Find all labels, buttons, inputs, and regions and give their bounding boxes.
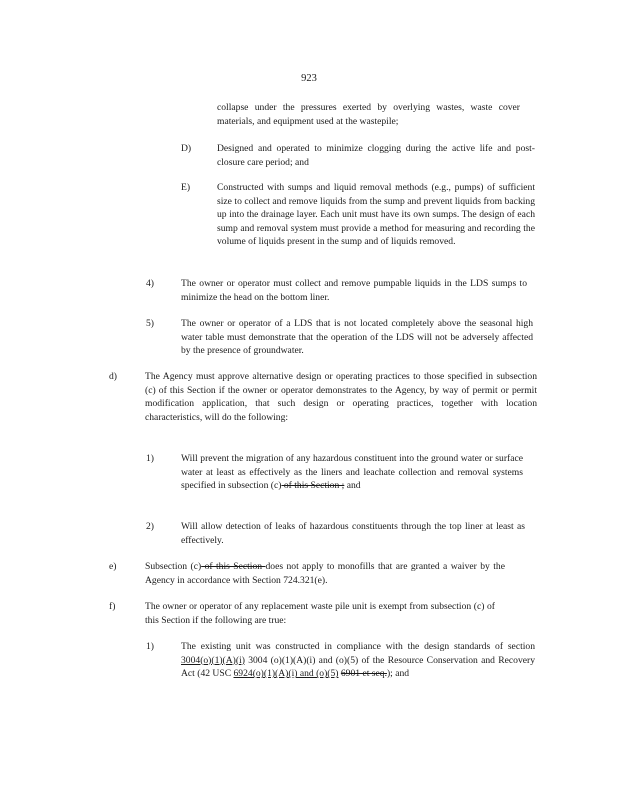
f1-t3: ); and bbox=[386, 668, 410, 680]
f1-inserted-1: 3004(o)(1)(A)(i) bbox=[181, 654, 245, 666]
item-5-text: The owner or operator of a LDS that is not located completely above the seasonal high water table must demonstrate that the operation of the LDS will not be adversely affected by the presence of groundwater. bbox=[181, 318, 533, 357]
item-d1-label: 1) bbox=[146, 453, 154, 464]
item-d2-label: 2) bbox=[146, 521, 154, 532]
e-post: does not apply to monofills that are granted a waiver by the Agency in accordance with Section 724.321(e). bbox=[145, 561, 505, 586]
f1-deleted-text: 6901 et seq. bbox=[340, 668, 387, 680]
item-b-continuation: collapse under the pressures exerted by overlying wastes, waste cover materials, and equipment used at the wastepile; bbox=[217, 102, 520, 127]
item-d2-text: Will allow detection of leaks of hazardous constituents through the top liner at least as effectively. bbox=[181, 521, 525, 546]
subsection-f-text: The owner or operator of any replacement waste pile unit is exempt from subsection (c) of this Section if the following are true: bbox=[145, 601, 495, 626]
page-number: 923 bbox=[301, 73, 317, 84]
f1-t2: 3004 (o)(1)(A)(i) and (o)(5) of the Resource Conservation and Recovery Act (42 USC bbox=[181, 654, 535, 680]
e-pre: Subsection (c) bbox=[145, 561, 202, 572]
f1-inserted-2: 6924(o)(1)(A)(i) and (o)(5) bbox=[233, 668, 339, 680]
item-d1-text bbox=[181, 452, 523, 493]
e-deleted-text: of this Section bbox=[201, 561, 266, 572]
subsection-d-text: The Agency must approve alternative design or operating practices to those specified in subsection (c) of this Section if the owner or operator demonstrates to the Agency, by way of permit or permit modification application, that such design or operating practices, together with location characteristics, will do the following: bbox=[145, 371, 537, 423]
item-D-label: D) bbox=[181, 143, 192, 154]
d1-body: Will prevent the migration of any hazardous constituent into the ground water or surface water at least as effectively as the liners and leachate collection and removal systems specified in subsection (c) bbox=[181, 453, 523, 492]
item-f1-text bbox=[181, 640, 535, 681]
item-D-text: Designed and operated to minimize clogging during the active life and post-closure care period; and bbox=[217, 143, 535, 168]
item-4-text: The owner or operator must collect and remove pumpable liquids in the LDS sumps to minimize the head on the bottom liner. bbox=[181, 278, 527, 303]
item-5-label: 5) bbox=[146, 318, 154, 329]
item-E-label: E) bbox=[181, 182, 191, 193]
subsection-e-text bbox=[145, 560, 505, 587]
subsection-f-label: f) bbox=[109, 601, 116, 612]
d1-deleted-text: of this Section ; bbox=[281, 480, 345, 492]
d1-end: and bbox=[346, 480, 361, 492]
item-4-label: 4) bbox=[146, 278, 154, 289]
item-f1-label: 1) bbox=[146, 641, 154, 652]
subsection-e-label: e) bbox=[109, 561, 117, 572]
item-E-text: Constructed with sumps and liquid removal methods (e.g., pumps) of sufficient size to collect and remove liquids from the sump and prevent liquids from backing up into the drainage layer. Each unit must have its own sumps. The design of each sump and removal system must provide a method for measuring and recording the volume of liquids present in the sump and of liquids removed. bbox=[217, 182, 535, 248]
subsection-d-label: d) bbox=[109, 371, 117, 382]
f1-t1: The existing unit was constructed in compliance with the design standards of section bbox=[181, 641, 535, 652]
